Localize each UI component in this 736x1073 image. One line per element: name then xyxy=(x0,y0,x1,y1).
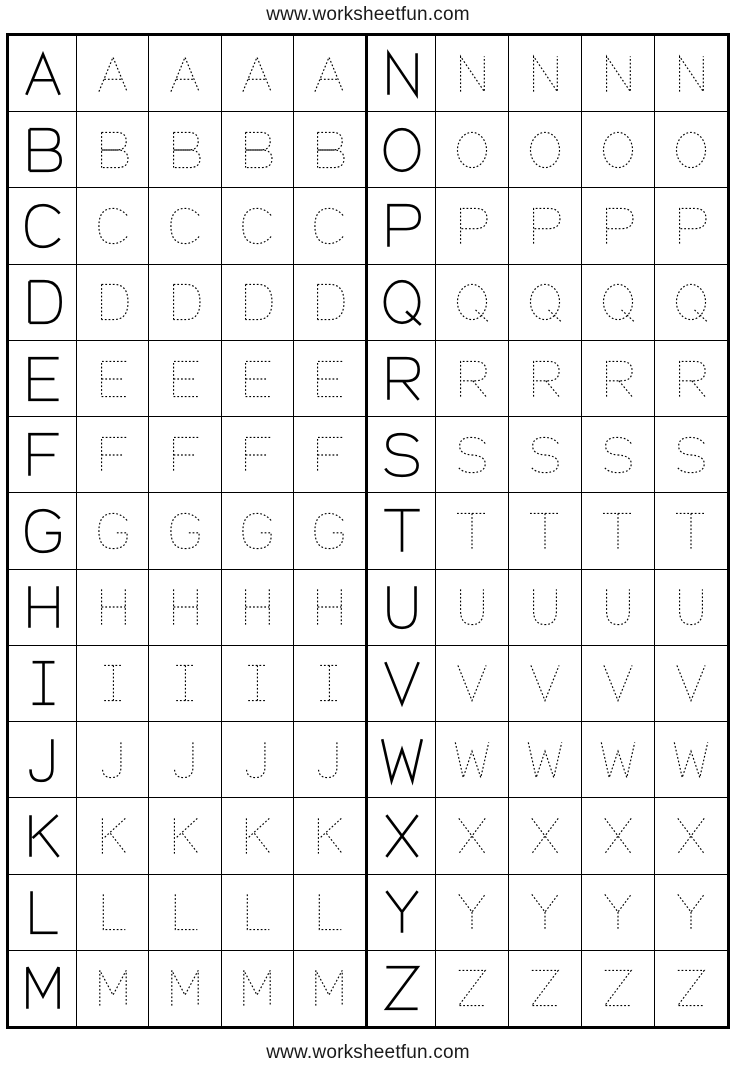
trace-cell-u-2[interactable] xyxy=(509,570,582,645)
letter-glyph-l-trace xyxy=(307,890,351,934)
letter-glyph-b-solid xyxy=(17,124,69,176)
tracing-row-m xyxy=(9,951,365,1026)
letter-glyph-t-trace xyxy=(450,509,494,553)
letter-glyph-t-solid xyxy=(376,505,428,557)
trace-cell-w-4[interactable] xyxy=(655,722,727,797)
trace-cell-h-2[interactable] xyxy=(149,570,221,645)
letter-glyph-w-trace xyxy=(523,738,567,782)
trace-cell-q-4[interactable] xyxy=(655,265,727,340)
letter-glyph-u-trace xyxy=(523,585,567,629)
trace-cell-i-1[interactable] xyxy=(77,646,149,721)
letter-glyph-b-trace xyxy=(91,128,135,172)
letter-glyph-v-trace xyxy=(669,661,713,705)
letter-glyph-q-trace xyxy=(523,280,567,324)
trace-cell-v-2[interactable] xyxy=(509,646,582,721)
letter-glyph-d-trace xyxy=(235,280,279,324)
tracing-row-z xyxy=(368,951,727,1026)
letter-glyph-s-trace xyxy=(596,433,640,477)
trace-cell-y-4[interactable] xyxy=(655,875,727,950)
trace-cell-m-1[interactable] xyxy=(77,951,149,1026)
trace-cell-b-2[interactable] xyxy=(149,112,221,187)
trace-cell-x-4[interactable] xyxy=(655,798,727,873)
model-letter-cell-x xyxy=(368,798,436,873)
letter-glyph-e-trace xyxy=(307,357,351,401)
trace-cell-p-1[interactable] xyxy=(436,188,509,263)
trace-cell-z-2[interactable] xyxy=(509,951,582,1026)
tracing-row-g xyxy=(9,493,365,569)
letter-glyph-i-trace xyxy=(91,661,135,705)
trace-cell-i-3[interactable] xyxy=(222,646,294,721)
letter-glyph-w-trace xyxy=(450,738,494,782)
letter-glyph-t-trace xyxy=(669,509,713,553)
trace-cell-s-4[interactable] xyxy=(655,417,727,492)
trace-cell-d-4[interactable] xyxy=(294,265,365,340)
trace-cell-w-3[interactable] xyxy=(582,722,655,797)
tracing-row-k xyxy=(9,798,365,874)
letter-glyph-r-solid xyxy=(376,353,428,405)
trace-cell-h-4[interactable] xyxy=(294,570,365,645)
model-letter-cell-z xyxy=(368,951,436,1026)
letter-glyph-o-solid xyxy=(376,124,428,176)
trace-cell-z-4[interactable] xyxy=(655,951,727,1026)
trace-cell-j-2[interactable] xyxy=(149,722,221,797)
letter-glyph-t-trace xyxy=(523,509,567,553)
letter-glyph-g-solid xyxy=(17,505,69,557)
letter-glyph-e-solid xyxy=(17,353,69,405)
letter-glyph-f-trace xyxy=(163,433,207,477)
letter-glyph-y-trace xyxy=(669,890,713,934)
letter-glyph-p-trace xyxy=(669,204,713,248)
trace-cell-h-3[interactable] xyxy=(222,570,294,645)
letter-glyph-l-trace xyxy=(91,890,135,934)
trace-cell-s-2[interactable] xyxy=(509,417,582,492)
letter-glyph-y-solid xyxy=(376,886,428,938)
trace-cell-f-2[interactable] xyxy=(149,417,221,492)
model-letter-cell-k xyxy=(9,798,77,873)
trace-cell-t-2[interactable] xyxy=(509,493,582,568)
letter-glyph-c-trace xyxy=(307,204,351,248)
letter-glyph-g-trace xyxy=(307,509,351,553)
letter-glyph-a-trace xyxy=(307,52,351,96)
letter-glyph-i-trace xyxy=(307,661,351,705)
trace-cell-g-2[interactable] xyxy=(149,493,221,568)
tracing-grid xyxy=(6,33,730,1029)
trace-cell-w-2[interactable] xyxy=(509,722,582,797)
trace-cell-z-1[interactable] xyxy=(436,951,509,1026)
trace-cell-k-2[interactable] xyxy=(149,798,221,873)
letter-glyph-k-trace xyxy=(91,814,135,858)
tracing-row-l xyxy=(9,875,365,951)
letter-glyph-f-trace xyxy=(91,433,135,477)
letter-glyph-j-trace xyxy=(307,738,351,782)
trace-cell-b-1[interactable] xyxy=(77,112,149,187)
letter-glyph-a-solid xyxy=(17,48,69,100)
trace-cell-r-4[interactable] xyxy=(655,341,727,416)
trace-cell-f-1[interactable] xyxy=(77,417,149,492)
trace-cell-k-3[interactable] xyxy=(222,798,294,873)
letter-glyph-b-trace xyxy=(235,128,279,172)
trace-cell-d-1[interactable] xyxy=(77,265,149,340)
letter-glyph-p-trace xyxy=(523,204,567,248)
letter-glyph-d-trace xyxy=(91,280,135,324)
letter-glyph-i-solid xyxy=(17,657,69,709)
tracing-row-y xyxy=(368,875,727,951)
model-letter-cell-q xyxy=(368,265,436,340)
letter-glyph-e-trace xyxy=(91,357,135,401)
trace-cell-v-3[interactable] xyxy=(582,646,655,721)
letter-glyph-u-trace xyxy=(596,585,640,629)
letter-glyph-m-trace xyxy=(163,966,207,1010)
letter-glyph-g-trace xyxy=(235,509,279,553)
trace-cell-t-4[interactable] xyxy=(655,493,727,568)
tracing-row-e xyxy=(9,341,365,417)
letter-glyph-s-trace xyxy=(523,433,567,477)
trace-cell-w-1[interactable] xyxy=(436,722,509,797)
letter-glyph-k-trace xyxy=(235,814,279,858)
trace-cell-l-3[interactable] xyxy=(222,875,294,950)
trace-cell-x-1[interactable] xyxy=(436,798,509,873)
trace-cell-v-1[interactable] xyxy=(436,646,509,721)
letter-glyph-q-trace xyxy=(450,280,494,324)
trace-cell-n-3[interactable] xyxy=(582,36,655,111)
model-letter-cell-c xyxy=(9,188,77,263)
trace-cell-z-3[interactable] xyxy=(582,951,655,1026)
trace-cell-q-2[interactable] xyxy=(509,265,582,340)
letter-glyph-d-solid xyxy=(17,276,69,328)
letter-glyph-x-solid xyxy=(376,810,428,862)
letter-glyph-g-trace xyxy=(91,509,135,553)
tracing-row-v xyxy=(368,646,727,722)
trace-cell-e-1[interactable] xyxy=(77,341,149,416)
trace-cell-k-1[interactable] xyxy=(77,798,149,873)
letter-glyph-o-trace xyxy=(669,128,713,172)
trace-cell-x-3[interactable] xyxy=(582,798,655,873)
tracing-row-n xyxy=(368,36,727,112)
letter-glyph-p-trace xyxy=(596,204,640,248)
letter-glyph-m-solid xyxy=(17,962,69,1014)
letter-glyph-h-trace xyxy=(91,585,135,629)
trace-cell-r-1[interactable] xyxy=(436,341,509,416)
trace-cell-c-2[interactable] xyxy=(149,188,221,263)
letter-glyph-g-trace xyxy=(163,509,207,553)
trace-cell-f-3[interactable] xyxy=(222,417,294,492)
letter-glyph-w-trace xyxy=(669,738,713,782)
letter-glyph-n-trace xyxy=(450,52,494,96)
trace-cell-u-1[interactable] xyxy=(436,570,509,645)
letter-glyph-h-trace xyxy=(163,585,207,629)
model-letter-cell-a xyxy=(9,36,77,111)
model-letter-cell-b xyxy=(9,112,77,187)
letter-glyph-y-trace xyxy=(596,890,640,934)
trace-cell-q-3[interactable] xyxy=(582,265,655,340)
model-letter-cell-u xyxy=(368,570,436,645)
trace-cell-k-4[interactable] xyxy=(294,798,365,873)
letter-glyph-p-trace xyxy=(450,204,494,248)
trace-cell-b-3[interactable] xyxy=(222,112,294,187)
letter-glyph-c-trace xyxy=(163,204,207,248)
letter-glyph-f-trace xyxy=(307,433,351,477)
trace-cell-y-1[interactable] xyxy=(436,875,509,950)
letter-glyph-v-trace xyxy=(523,661,567,705)
trace-cell-p-3[interactable] xyxy=(582,188,655,263)
trace-cell-u-4[interactable] xyxy=(655,570,727,645)
trace-cell-d-2[interactable] xyxy=(149,265,221,340)
letter-glyph-j-trace xyxy=(91,738,135,782)
letter-glyph-c-solid xyxy=(17,200,69,252)
letter-glyph-x-trace xyxy=(596,814,640,858)
tracing-row-j xyxy=(9,722,365,798)
model-letter-cell-o xyxy=(368,112,436,187)
trace-cell-a-4[interactable] xyxy=(294,36,365,111)
trace-cell-j-1[interactable] xyxy=(77,722,149,797)
letter-glyph-o-trace xyxy=(450,128,494,172)
tracing-row-f xyxy=(9,417,365,493)
letter-glyph-h-trace xyxy=(307,585,351,629)
letter-glyph-l-solid xyxy=(17,886,69,938)
letter-glyph-n-trace xyxy=(669,52,713,96)
tracing-row-a xyxy=(9,36,365,112)
letter-glyph-u-solid xyxy=(376,581,428,633)
letter-glyph-u-trace xyxy=(669,585,713,629)
model-letter-cell-i xyxy=(9,646,77,721)
letter-glyph-y-trace xyxy=(450,890,494,934)
letter-glyph-q-solid xyxy=(376,276,428,328)
letter-glyph-k-trace xyxy=(307,814,351,858)
tracing-row-d xyxy=(9,265,365,341)
letter-glyph-u-trace xyxy=(450,585,494,629)
tracing-row-r xyxy=(368,341,727,417)
letter-glyph-v-solid xyxy=(376,657,428,709)
letter-glyph-r-trace xyxy=(669,357,713,401)
letter-glyph-z-trace xyxy=(450,966,494,1010)
letter-glyph-n-trace xyxy=(523,52,567,96)
trace-cell-y-3[interactable] xyxy=(582,875,655,950)
letter-glyph-z-trace xyxy=(523,966,567,1010)
letter-glyph-a-trace xyxy=(235,52,279,96)
model-letter-cell-j xyxy=(9,722,77,797)
letter-glyph-e-trace xyxy=(163,357,207,401)
letter-glyph-x-trace xyxy=(450,814,494,858)
letter-glyph-j-trace xyxy=(235,738,279,782)
trace-cell-o-1[interactable] xyxy=(436,112,509,187)
tracing-row-b xyxy=(9,112,365,188)
model-letter-cell-m xyxy=(9,951,77,1026)
model-letter-cell-w xyxy=(368,722,436,797)
trace-cell-f-4[interactable] xyxy=(294,417,365,492)
tracing-row-o xyxy=(368,112,727,188)
letter-glyph-k-solid xyxy=(17,810,69,862)
tracing-row-h xyxy=(9,570,365,646)
model-letter-cell-l xyxy=(9,875,77,950)
letter-glyph-y-trace xyxy=(523,890,567,934)
letter-glyph-r-trace xyxy=(450,357,494,401)
trace-cell-x-2[interactable] xyxy=(509,798,582,873)
model-letter-cell-f xyxy=(9,417,77,492)
letter-glyph-c-trace xyxy=(91,204,135,248)
trace-cell-n-2[interactable] xyxy=(509,36,582,111)
model-letter-cell-s xyxy=(368,417,436,492)
trace-cell-i-2[interactable] xyxy=(149,646,221,721)
letter-glyph-z-solid xyxy=(376,962,428,1014)
trace-cell-u-3[interactable] xyxy=(582,570,655,645)
trace-cell-p-2[interactable] xyxy=(509,188,582,263)
tracing-row-t xyxy=(368,493,727,569)
letter-glyph-f-solid xyxy=(17,429,69,481)
letter-glyph-c-trace xyxy=(235,204,279,248)
letter-glyph-d-trace xyxy=(307,280,351,324)
trace-cell-g-1[interactable] xyxy=(77,493,149,568)
letter-glyph-l-trace xyxy=(235,890,279,934)
trace-cell-l-4[interactable] xyxy=(294,875,365,950)
letter-glyph-w-trace xyxy=(596,738,640,782)
trace-cell-j-4[interactable] xyxy=(294,722,365,797)
site-url-bottom: www.worksheetfun.com xyxy=(266,1042,470,1063)
model-letter-cell-n xyxy=(368,36,436,111)
model-letter-cell-d xyxy=(9,265,77,340)
letter-glyph-x-trace xyxy=(669,814,713,858)
tracing-row-x xyxy=(368,798,727,874)
letter-glyph-f-trace xyxy=(235,433,279,477)
letter-glyph-m-trace xyxy=(235,966,279,1010)
letter-glyph-n-trace xyxy=(596,52,640,96)
letter-glyph-h-trace xyxy=(235,585,279,629)
tracing-row-p xyxy=(368,188,727,264)
trace-cell-e-2[interactable] xyxy=(149,341,221,416)
letter-glyph-i-trace xyxy=(163,661,207,705)
model-letter-cell-e xyxy=(9,341,77,416)
trace-cell-q-1[interactable] xyxy=(436,265,509,340)
letter-glyph-p-solid xyxy=(376,200,428,252)
trace-cell-g-3[interactable] xyxy=(222,493,294,568)
letter-glyph-i-trace xyxy=(235,661,279,705)
trace-cell-d-3[interactable] xyxy=(222,265,294,340)
trace-cell-o-2[interactable] xyxy=(509,112,582,187)
trace-cell-y-2[interactable] xyxy=(509,875,582,950)
tracing-row-w xyxy=(368,722,727,798)
letter-glyph-v-trace xyxy=(596,661,640,705)
letter-glyph-h-solid xyxy=(17,581,69,633)
trace-cell-h-1[interactable] xyxy=(77,570,149,645)
trace-cell-n-4[interactable] xyxy=(655,36,727,111)
model-letter-cell-y xyxy=(368,875,436,950)
trace-cell-m-3[interactable] xyxy=(222,951,294,1026)
trace-cell-r-2[interactable] xyxy=(509,341,582,416)
trace-cell-s-3[interactable] xyxy=(582,417,655,492)
model-letter-cell-p xyxy=(368,188,436,263)
model-letter-cell-t xyxy=(368,493,436,568)
letter-glyph-r-trace xyxy=(523,357,567,401)
letter-glyph-t-trace xyxy=(596,509,640,553)
trace-cell-a-2[interactable] xyxy=(149,36,221,111)
trace-cell-v-4[interactable] xyxy=(655,646,727,721)
trace-cell-m-4[interactable] xyxy=(294,951,365,1026)
trace-cell-a-3[interactable] xyxy=(222,36,294,111)
letter-glyph-z-trace xyxy=(596,966,640,1010)
letter-glyph-b-trace xyxy=(307,128,351,172)
trace-cell-b-4[interactable] xyxy=(294,112,365,187)
letter-glyph-m-trace xyxy=(307,966,351,1010)
trace-cell-i-4[interactable] xyxy=(294,646,365,721)
letter-glyph-d-trace xyxy=(163,280,207,324)
letter-glyph-w-solid xyxy=(376,734,428,786)
letter-glyph-n-solid xyxy=(376,48,428,100)
trace-cell-o-3[interactable] xyxy=(582,112,655,187)
trace-cell-t-1[interactable] xyxy=(436,493,509,568)
model-letter-cell-g xyxy=(9,493,77,568)
tracing-row-u xyxy=(368,570,727,646)
trace-cell-o-4[interactable] xyxy=(655,112,727,187)
model-letter-cell-v xyxy=(368,646,436,721)
letter-glyph-m-trace xyxy=(91,966,135,1010)
grid-column-right xyxy=(368,36,727,1026)
trace-cell-p-4[interactable] xyxy=(655,188,727,263)
letter-glyph-b-trace xyxy=(163,128,207,172)
tracing-row-c xyxy=(9,188,365,264)
trace-cell-e-3[interactable] xyxy=(222,341,294,416)
letter-glyph-k-trace xyxy=(163,814,207,858)
trace-cell-t-3[interactable] xyxy=(582,493,655,568)
trace-cell-g-4[interactable] xyxy=(294,493,365,568)
letter-glyph-r-trace xyxy=(596,357,640,401)
letter-glyph-q-trace xyxy=(669,280,713,324)
letter-glyph-x-trace xyxy=(523,814,567,858)
model-letter-cell-r xyxy=(368,341,436,416)
letter-glyph-a-trace xyxy=(91,52,135,96)
trace-cell-r-3[interactable] xyxy=(582,341,655,416)
model-letter-cell-h xyxy=(9,570,77,645)
letter-glyph-o-trace xyxy=(596,128,640,172)
letter-glyph-e-trace xyxy=(235,357,279,401)
letter-glyph-s-trace xyxy=(450,433,494,477)
trace-cell-a-1[interactable] xyxy=(77,36,149,111)
tracing-row-i xyxy=(9,646,365,722)
trace-cell-l-1[interactable] xyxy=(77,875,149,950)
trace-cell-l-2[interactable] xyxy=(149,875,221,950)
letter-glyph-v-trace xyxy=(450,661,494,705)
trace-cell-n-1[interactable] xyxy=(436,36,509,111)
trace-cell-m-2[interactable] xyxy=(149,951,221,1026)
trace-cell-j-3[interactable] xyxy=(222,722,294,797)
grid-column-left xyxy=(9,36,368,1026)
letter-glyph-z-trace xyxy=(669,966,713,1010)
letter-glyph-s-solid xyxy=(376,429,428,481)
trace-cell-c-1[interactable] xyxy=(77,188,149,263)
letter-glyph-s-trace xyxy=(669,433,713,477)
trace-cell-c-4[interactable] xyxy=(294,188,365,263)
trace-cell-e-4[interactable] xyxy=(294,341,365,416)
letter-glyph-o-trace xyxy=(523,128,567,172)
letter-glyph-j-trace xyxy=(163,738,207,782)
site-url-top: www.worksheetfun.com xyxy=(266,4,470,25)
tracing-row-q xyxy=(368,265,727,341)
letter-glyph-l-trace xyxy=(163,890,207,934)
trace-cell-s-1[interactable] xyxy=(436,417,509,492)
trace-cell-c-3[interactable] xyxy=(222,188,294,263)
letter-glyph-j-solid xyxy=(17,734,69,786)
letter-glyph-a-trace xyxy=(163,52,207,96)
tracing-row-s xyxy=(368,417,727,493)
letter-glyph-q-trace xyxy=(596,280,640,324)
